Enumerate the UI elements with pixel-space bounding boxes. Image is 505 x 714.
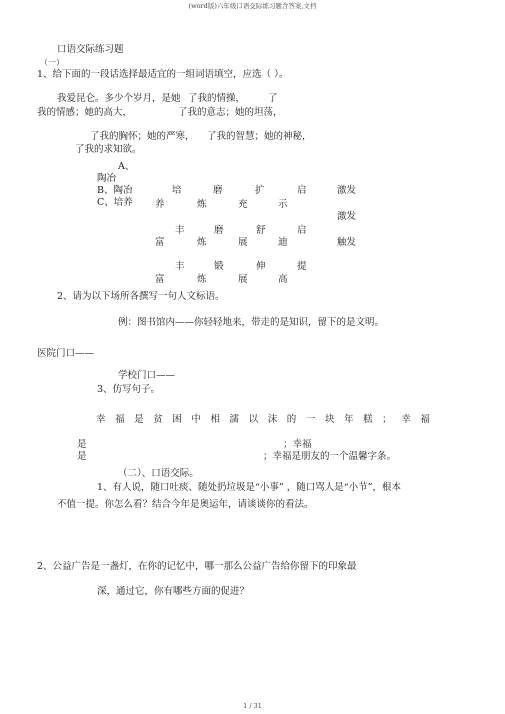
sentence-char: 中 xyxy=(191,414,201,425)
slogan-example: 例：图书馆内——你轻轻地来，带走的是知识，留下的是文明。 xyxy=(118,317,385,328)
option-d-word: 迪 xyxy=(278,237,288,248)
sentence-char: 糕 xyxy=(363,414,373,425)
passage-line-2b: 了我的意志；她的坦荡， xyxy=(178,107,283,118)
option-c-tail: 激发 xyxy=(337,211,357,222)
blank-line-1-start: 是 xyxy=(77,439,87,450)
option-b-word: 启 xyxy=(297,185,307,196)
sentence-char: 以 xyxy=(248,414,259,425)
option-b-word: 扩 xyxy=(255,185,265,196)
option-e-word: 高 xyxy=(278,274,288,285)
option-c-word: 示 xyxy=(278,199,288,210)
school-slogan-label: 学校门口—— xyxy=(118,370,176,381)
option-d-word: 丰 xyxy=(175,225,185,236)
option-b-word: 培 xyxy=(172,185,182,196)
option-d-word: 磨 xyxy=(214,225,224,236)
option-e-word: 丰 xyxy=(175,261,185,272)
option-e-word: 伸 xyxy=(256,261,266,272)
sentence-char: 福 xyxy=(115,414,125,425)
sentence-char: 困 xyxy=(172,414,182,425)
sentence-char: 濡 xyxy=(229,414,240,425)
option-d-word: 启 xyxy=(297,225,307,236)
option-e-word: 炼 xyxy=(197,274,207,285)
option-b-word: 激发 xyxy=(337,185,357,196)
sentence-char: ； xyxy=(382,414,392,425)
option-e-word: 富 xyxy=(155,274,165,285)
option-e-word: 提 xyxy=(297,261,307,272)
question-1-prompt: 1、给下面的一段话选择最适宜的一组词语填空，应选（ ）。 xyxy=(37,69,289,80)
passage-line-2: 我的情感；她的高大， xyxy=(37,107,133,118)
page-header: (word版)六年级口语交际练习题含答案,文档 xyxy=(188,2,317,10)
sentence-char: 贫 xyxy=(153,414,163,425)
question-4-line-2: 不值一提。你怎么看？结合今年是奥运年，请谈谈你的看法。 xyxy=(57,499,314,510)
question-5-line-1: 2、公益广告是一盏灯，在你的记忆中，哪一那么公益广告给你留下的印象最 xyxy=(37,561,357,572)
passage-line-3b: 了我的智慧；她的神秘， xyxy=(207,131,312,142)
sentence-char: 幸 xyxy=(401,414,411,425)
option-d-word: 炼 xyxy=(197,237,207,248)
sentence-char: 福 xyxy=(420,414,430,425)
option-d-word: 富 xyxy=(155,237,165,248)
sentence-char: 沫 xyxy=(267,414,278,425)
option-e-word: 展 xyxy=(238,274,248,285)
doc-title: 口语交际练习题 xyxy=(57,44,124,55)
question-2-prompt: 2、请为以下场所各撰写一句人文标语。 xyxy=(57,291,225,302)
option-a-label: A、 xyxy=(118,161,135,172)
passage-line-1a: 我爱昆仑。多少个岁月，是她 xyxy=(57,93,181,104)
option-a-word: 陶冶 xyxy=(97,173,117,184)
sentence-char: 一 xyxy=(305,414,316,425)
option-b-word: 磨 xyxy=(213,185,223,196)
option-b-label: B、陶冶 xyxy=(97,185,133,196)
hospital-slogan-label: 医院门口—— xyxy=(37,348,95,359)
sentence-char: 的 xyxy=(286,414,297,425)
passage-line-3a: 了我的胸怀；她的严寒， xyxy=(90,131,195,142)
option-d-word: 展 xyxy=(238,237,248,248)
page-number: 1 / 31 xyxy=(243,702,262,710)
part-two-label: （二）、口语交际。 xyxy=(118,468,199,479)
sentence-char: 相 xyxy=(210,414,220,425)
blank-line-2-end: ；幸福是朋友的一个温馨字条。 xyxy=(263,451,397,462)
question-5-line-2: 深，通过它，你有哪些方面的促进？ xyxy=(97,586,250,597)
option-e-word: 锻 xyxy=(214,261,224,272)
passage-line-1c: 了 xyxy=(268,93,278,104)
question-4-line-1: 1、有人说，随口吐痰、随处扔垃圾是“小事” ，随口骂人是“小节”，根本 xyxy=(97,482,401,493)
blank-line-1-end: ；幸福 xyxy=(283,439,312,450)
question-3-prompt: 3、仿写句子。 xyxy=(97,384,161,395)
sentence-char: 块 xyxy=(324,414,335,425)
passage-line-4: 了我的求知欲。 xyxy=(75,144,142,155)
option-c-word: 充 xyxy=(238,199,248,210)
option-d-tail: 触发 xyxy=(337,237,357,248)
model-sentence xyxy=(96,415,430,425)
passage-line-1b: 了我的情操， xyxy=(188,93,246,104)
sentence-char: 是 xyxy=(134,414,144,425)
part-one-label: （一） xyxy=(40,58,64,67)
option-c-word: 炼 xyxy=(197,199,207,210)
blank-line-2-start: 是 xyxy=(77,451,87,462)
option-c-word: 养 xyxy=(155,199,165,210)
sentence-char: 年 xyxy=(344,414,354,425)
option-d-word: 舒 xyxy=(256,225,266,236)
sentence-char: 幸 xyxy=(96,414,106,425)
option-c-label: C、培养 xyxy=(97,197,133,208)
